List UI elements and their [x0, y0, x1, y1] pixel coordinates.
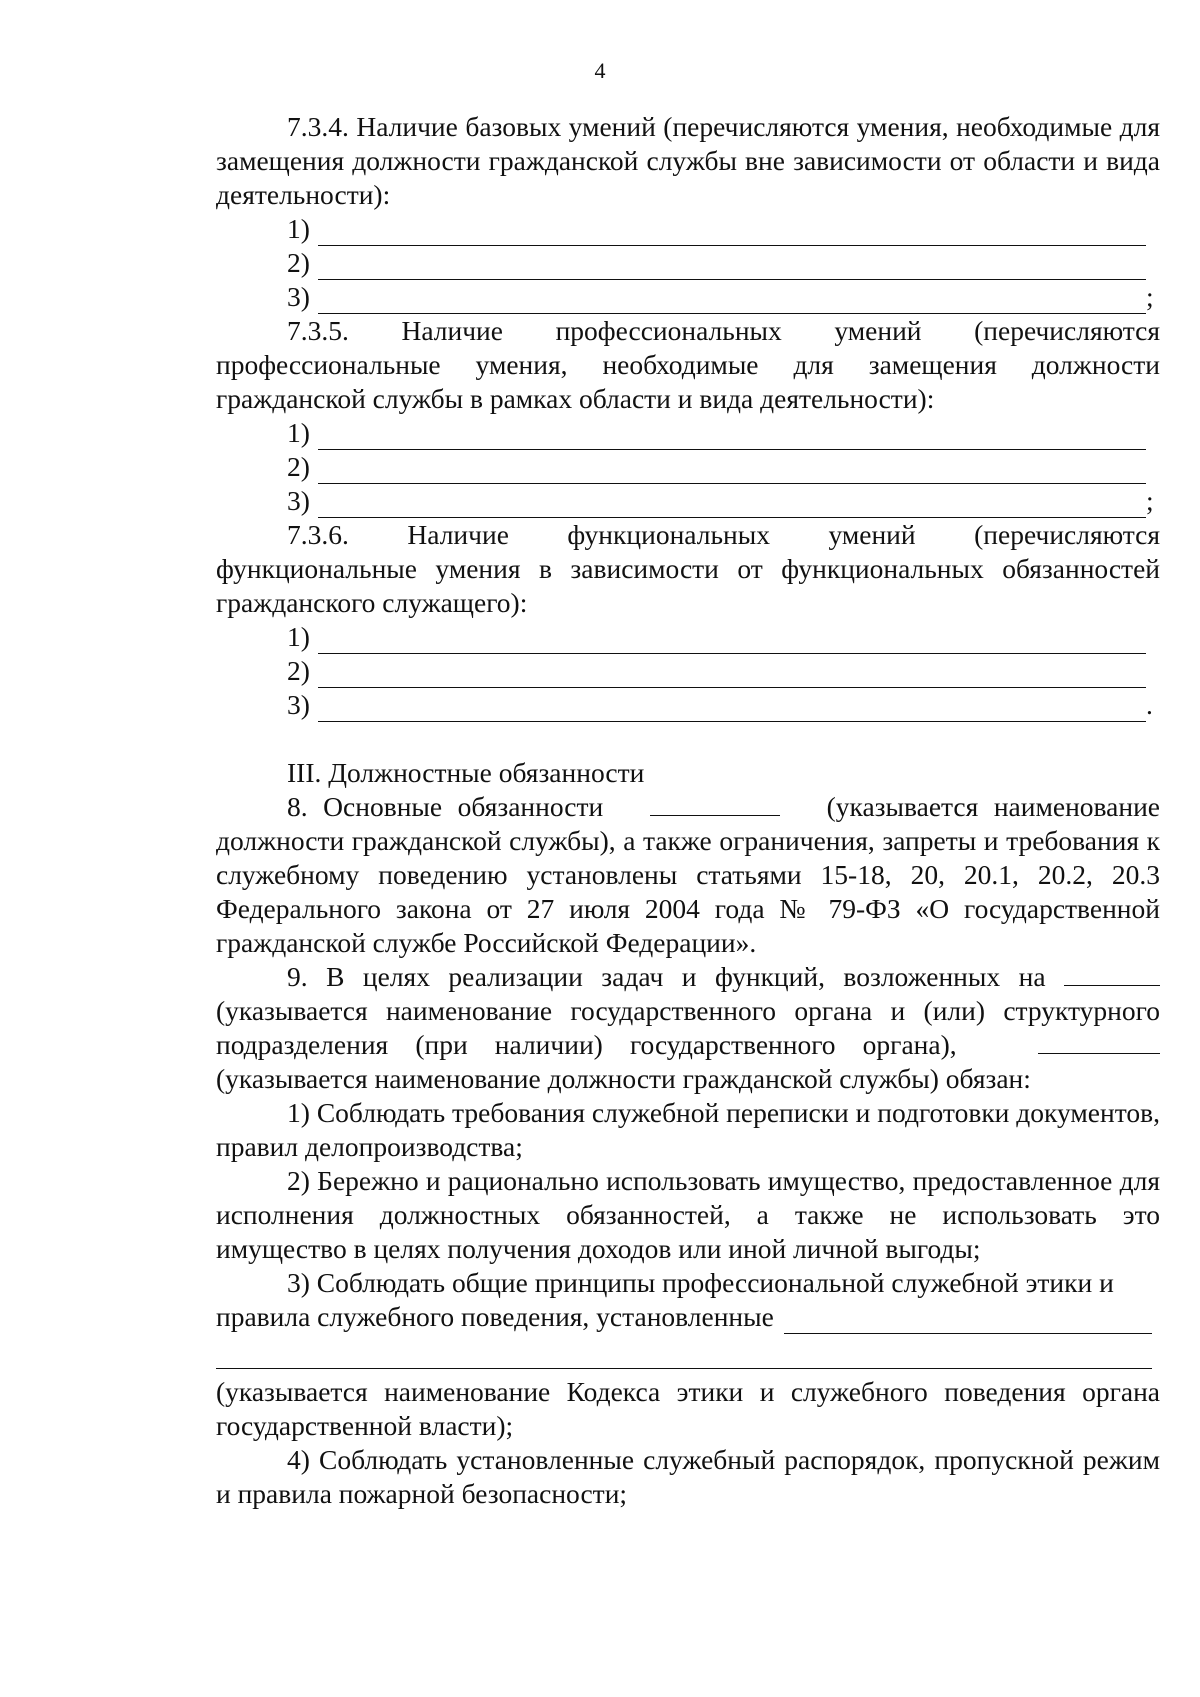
fill-line	[318, 493, 1146, 518]
fill-line	[318, 663, 1146, 688]
fill-line	[318, 459, 1146, 484]
fill-line	[318, 425, 1146, 450]
section-7-3-5-text: 7.3.5. Наличие профессиональных умений (перечисляются профессиональные умения, необходимые для замещения должности гражданской службы в рамках области и вида деятельности):	[216, 315, 1160, 414]
page-number: 4	[594, 58, 606, 83]
item-number: 2)	[287, 247, 310, 278]
paragraph-9-middle: (указывается наименование государственного органа и (или) структурного подразделения (при наличии) государственного органа),	[216, 995, 1160, 1060]
blank-ethics-code[interactable]	[784, 1309, 1152, 1334]
duty-3-line	[216, 1300, 1160, 1334]
section-7-3-4-text: 7.3.4. Наличие базовых умений (перечисляются умения, необходимые для замещения должности гражданской службы вне зависимости от области и вида деятельности):	[216, 111, 1160, 210]
duty-3-note: (указывается наименование Кодекса этики и служебного поведения органа государственной власти);	[216, 1376, 1160, 1441]
line-end-punctuation: .	[1146, 689, 1153, 720]
item-number: 1)	[287, 213, 310, 244]
item-number: 3)	[287, 281, 310, 312]
item-number: 3)	[287, 485, 310, 516]
line-end-punctuation: ;	[1146, 281, 1154, 312]
blank-line-7-3-6-3[interactable]	[216, 688, 1160, 722]
blank-line-7-3-5-2[interactable]	[216, 450, 1160, 484]
line-end-punctuation: ;	[1146, 485, 1154, 516]
blank-line-7-3-5-3[interactable]	[216, 484, 1160, 518]
paragraph-9-rest: (указывается наименование должности гражданской службы) обязан:	[216, 1063, 1031, 1094]
paragraph-8-start: 8. Основные обязанности	[287, 791, 604, 822]
blank-line-7-3-5-1[interactable]	[216, 416, 1160, 450]
page-content	[216, 110, 1160, 1511]
blank-line-7-3-6-1[interactable]	[216, 620, 1160, 654]
duty-2: 2) Бережно и рационально использовать имущество, предоставленное для исполнения должностных обязанностей, а также не использовать это имущество в целях получения доходов или иной личной выгоды;	[216, 1165, 1160, 1264]
item-number: 1)	[287, 417, 310, 448]
fill-line	[318, 697, 1146, 722]
item-number: 3)	[287, 689, 310, 720]
item-number: 2)	[287, 655, 310, 686]
duty-4: 4) Соблюдать установленные служебный распорядок, пропускной режим и правила пожарной безопасности;	[216, 1444, 1160, 1509]
blank-line-7-3-4-2[interactable]	[216, 246, 1160, 280]
section-7-3-6-text: 7.3.6. Наличие функциональных умений (перечисляются функциональные умения в зависимости от функциональных обязанностей гражданского служащего):	[216, 519, 1160, 618]
blank-line-7-3-4-1[interactable]	[216, 212, 1160, 246]
fill-line	[318, 255, 1146, 280]
blank-line-7-3-4-3[interactable]	[216, 280, 1160, 314]
paragraph-9-start: 9. В целях реализации задач и функций, возложенных на	[287, 961, 1046, 992]
blank-line-7-3-6-2[interactable]	[216, 654, 1160, 688]
paragraph-8	[216, 790, 1160, 960]
item-number: 1)	[287, 621, 310, 652]
item-number: 2)	[287, 451, 310, 482]
fill-line	[318, 629, 1146, 654]
blank-position-name[interactable]	[650, 793, 780, 816]
fill-line	[318, 289, 1146, 314]
paragraph-9	[216, 960, 1160, 1096]
duty-3-start: 3) Соблюдать общие принципы профессиональной служебной этики и	[287, 1267, 1114, 1298]
blank-agency-name[interactable]	[1064, 963, 1160, 986]
fill-line	[318, 221, 1146, 246]
paragraph-8-rest: (указывается наименование должности гражданской службы), а также ограничения, запреты и требования к служебному поведению установлены статьями 15-18, 20, 20.1, 20.2, 20.3 Федерального закона от 27 июля 2004 года № 79-ФЗ «О государственной гражданской службе Российской Федерации».	[216, 791, 1161, 958]
blank-ethics-code-continued[interactable]	[216, 1334, 1152, 1369]
duty-3-line-text: правила служебного поведения, установленные	[216, 1301, 774, 1332]
section-heading: III. Должностные обязанности	[287, 757, 645, 788]
blank-position-name-2[interactable]	[1038, 1031, 1160, 1054]
duty-1: 1) Соблюдать требования служебной переписки и подготовки документов, правил делопроизводства;	[216, 1097, 1160, 1162]
